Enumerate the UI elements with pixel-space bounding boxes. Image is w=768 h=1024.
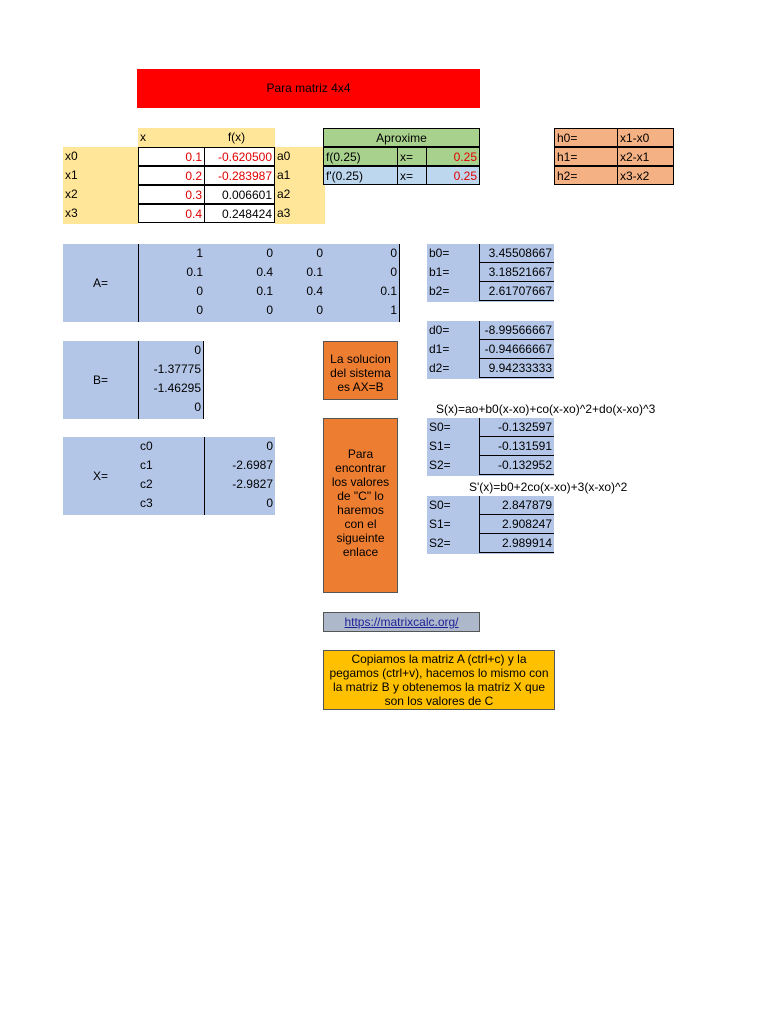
- fx-row-x[interactable]: 0.4: [138, 204, 205, 223]
- fx-row-a: a1: [277, 168, 291, 182]
- matrix-a-cell: 0: [316, 303, 323, 317]
- aproxime-table: [323, 128, 480, 186]
- formula-s: S(x)=ao+b0(x-xo)+co(x-xo)^2+do(x-xo)^3: [436, 402, 656, 416]
- b-label: b1=: [429, 265, 450, 279]
- fx-row-label: x1: [65, 168, 78, 182]
- copiamos-note: [323, 650, 555, 710]
- matrix-a-cell: 0: [266, 303, 273, 317]
- fx-row-label: x3: [65, 206, 78, 220]
- matrix-a-cell: 0.1: [186, 265, 203, 279]
- sp-value: 2.989914: [479, 534, 554, 553]
- formula-sp: S'(x)=b0+2co(x-xo)+3(x-xo)^2: [469, 480, 628, 494]
- matrix-x-value: -2.6987: [232, 458, 273, 472]
- d-label: d0=: [429, 323, 450, 337]
- aproxime-label: f'(0.25): [323, 166, 398, 185]
- b-table: [427, 244, 554, 302]
- matrix-a-cell: 0: [196, 284, 203, 298]
- aproxime-header: Aproxime: [323, 128, 480, 147]
- sp-label: S0=: [429, 498, 451, 512]
- aproxime-xeq: x=: [397, 166, 427, 185]
- fx-row-fx[interactable]: -0.620500: [204, 147, 275, 166]
- aproxime-value[interactable]: 0.25: [426, 166, 480, 185]
- link-box: [323, 612, 480, 632]
- solucion-text: La solucion del sistema es AX=B: [330, 352, 391, 394]
- s-label: S0=: [429, 420, 451, 434]
- fx-header-fx: f(x): [227, 130, 246, 144]
- s-label: S2=: [429, 458, 451, 472]
- d-value: 9.94233333: [479, 359, 554, 378]
- fx-row-x[interactable]: 0.3: [138, 185, 205, 204]
- matrix-a: [63, 244, 400, 322]
- matrix-a-cell: 0: [390, 246, 397, 260]
- h-value: x2-x1: [617, 147, 674, 166]
- matrix-x-c: c1: [140, 458, 153, 472]
- s-value: -0.132597: [479, 418, 554, 437]
- matrix-a-cell: 0: [390, 265, 397, 279]
- matrix-x-value: -2.9827: [232, 477, 273, 491]
- matrix-a-cell: 0: [266, 246, 273, 260]
- solucion-note: [323, 341, 398, 400]
- matrix-x-value: 0: [266, 439, 273, 453]
- fx-row-a: a0: [277, 149, 291, 163]
- matrix-b-label: B=: [92, 373, 108, 387]
- s-value: -0.131591: [479, 437, 554, 456]
- encontrar-text: Para encontrar los valores de "C" lo haremos con el sigueinte enlace: [331, 447, 390, 559]
- aproxime-label: f(0.25): [323, 147, 398, 166]
- h-label: h0=: [554, 128, 618, 147]
- fx-header-x: x: [140, 130, 146, 144]
- b-value: 3.45508667: [479, 244, 554, 263]
- matrix-b: [63, 341, 204, 419]
- matrix-a-cell: 0: [316, 246, 323, 260]
- sp-label: S1=: [429, 517, 451, 531]
- d-label: d1=: [429, 342, 450, 356]
- fx-row-fx[interactable]: 0.248424: [204, 204, 275, 223]
- matrix-a-cell: 0.1: [380, 284, 397, 298]
- matrix-b-cell: 0: [194, 400, 201, 414]
- h-label: h1=: [554, 147, 618, 166]
- matrix-a-cell: 0.1: [306, 265, 323, 279]
- title-banner: [137, 69, 480, 108]
- matrix-b-cell: 0: [194, 343, 201, 357]
- aproxime-xeq: x=: [397, 147, 427, 166]
- b-label: b0=: [429, 246, 450, 260]
- d-value: -0.94666667: [479, 340, 554, 359]
- d-label: d2=: [429, 361, 450, 375]
- h-value: x1-x0: [617, 128, 674, 147]
- aproxime-value[interactable]: 0.25: [426, 147, 480, 166]
- sp-label: S2=: [429, 536, 451, 550]
- matrix-a-cell: 0.4: [306, 284, 323, 298]
- sp-value: 2.908247: [479, 515, 554, 534]
- b-value: 3.18521667: [479, 263, 554, 282]
- b-label: b2=: [429, 284, 450, 298]
- fx-row-x[interactable]: 0.2: [138, 166, 205, 185]
- sp-table: [427, 496, 554, 554]
- matrixcalc-link[interactable]: https://matrixcalc.org/: [344, 615, 459, 629]
- matrix-a-cell: 1: [390, 303, 397, 317]
- matrix-x-label: X=: [92, 469, 108, 483]
- matrix-a-cell: 0.1: [256, 284, 273, 298]
- h-value: x3-x2: [617, 166, 674, 185]
- matrix-b-cell: -1.46295: [153, 381, 201, 395]
- s-label: S1=: [429, 439, 451, 453]
- fx-row-label: x0: [65, 149, 78, 163]
- sp-value: 2.847879: [479, 496, 554, 515]
- h-table: [554, 128, 674, 186]
- fx-row-label: x2: [65, 187, 78, 201]
- h-label: h2=: [554, 166, 618, 185]
- matrix-a-cell: 0: [196, 303, 203, 317]
- fx-row-x[interactable]: 0.1: [138, 147, 205, 166]
- encontrar-note: [323, 418, 398, 593]
- matrix-x-value: 0: [266, 496, 273, 510]
- matrix-x-c: c3: [140, 496, 153, 510]
- fx-table: [63, 128, 325, 225]
- matrix-a-cell: 1: [196, 246, 203, 260]
- fx-row-a: a3: [277, 206, 291, 220]
- s-value: -0.132952: [479, 456, 554, 475]
- matrix-x: [63, 437, 275, 515]
- title-text: Para matriz 4x4: [266, 81, 351, 95]
- matrix-a-label: A=: [92, 276, 108, 290]
- matrix-a-cell: 0.4: [256, 265, 273, 279]
- d-table: [427, 321, 554, 379]
- fx-row-a: a2: [277, 187, 291, 201]
- fx-row-fx[interactable]: 0.006601: [204, 185, 275, 204]
- matrix-b-cell: -1.37775: [153, 362, 201, 376]
- d-value: -8.99566667: [479, 321, 554, 340]
- fx-row-fx[interactable]: -0.283987: [204, 166, 275, 185]
- b-value: 2.61707667: [479, 282, 554, 301]
- matrix-x-c: c0: [140, 439, 153, 453]
- copiamos-text: Copiamos la matriz A (ctrl+c) y la pegamos (ctrl+v), hacemos lo mismo con la matriz B y obtenemos la matriz X que son los valores de C: [329, 652, 549, 708]
- s-table: [427, 418, 554, 476]
- matrix-x-c: c2: [140, 477, 153, 491]
